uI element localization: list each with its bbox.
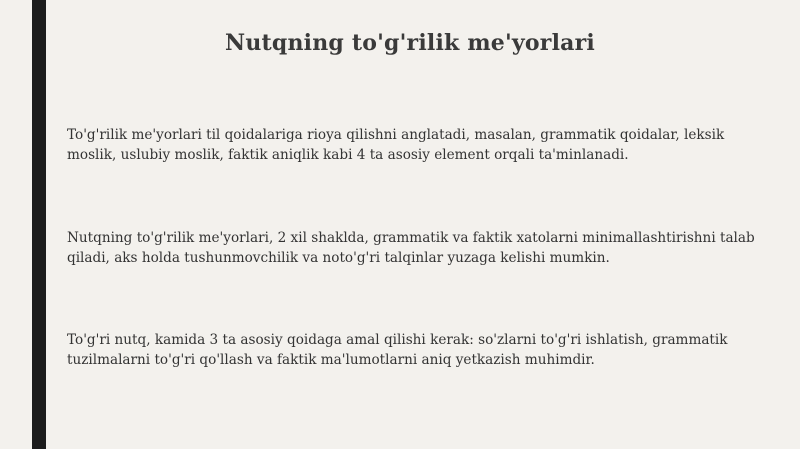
- paragraph-1: To'g'rilik me'yorlari til qoidalariga rioya qilishni anglatadi, masalan, grammatik qoidalar, leksik moslik, uslubiy moslik, faktik aniqlik kabi 4 ta asosiy element orqali ta'minlanadi.: [67, 127, 725, 163]
- accent-bar: [32, 0, 46, 449]
- paragraph-3: To'g'ri nutq, kamida 3 ta asosiy qoidaga amal qilishi kerak: so'zlarni to'g'ri ishlatish, grammatik tuzilmalarni to'g'ri qo'llash va faktik ma'lumotlarni aniq yetkazish muhimdir.: [67, 332, 728, 368]
- paragraph-2: Nutqning to'g'rilik me'yorlari, 2 xil shaklda, grammatik va faktik xatolarni minimallashtirishni talab qiladi, aks holda tushunmovchilik va noto'g'ri talqinlar yuzaga kelishi mumkin.: [67, 230, 755, 266]
- slide-title: Nutqning to'g'rilik me'yorlari: [225, 30, 595, 56]
